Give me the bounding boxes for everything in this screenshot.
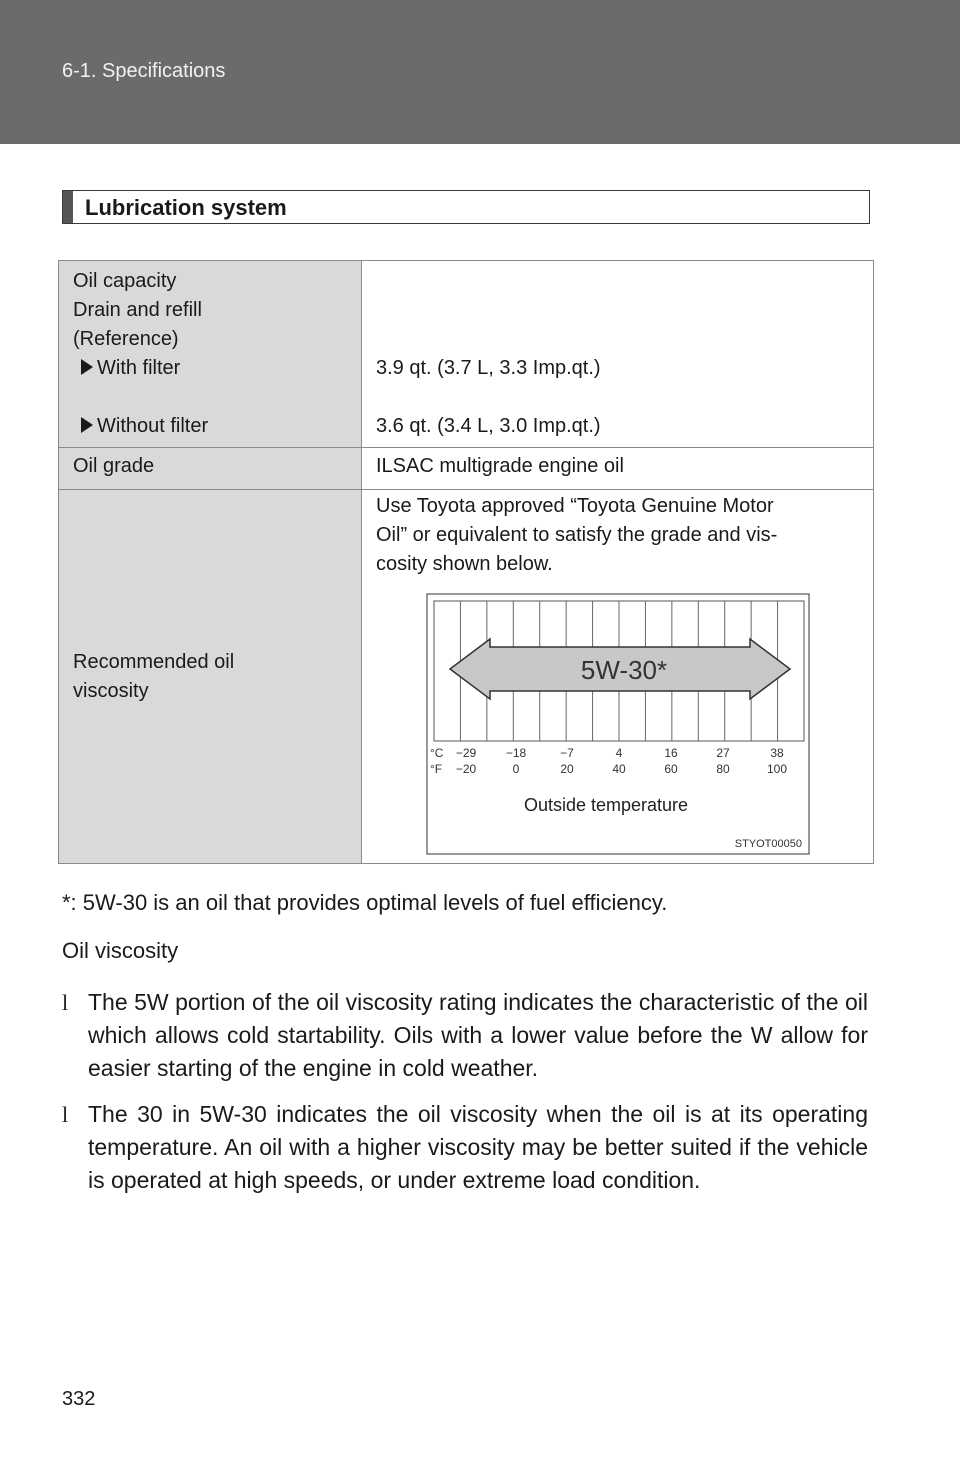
tick-label-fahrenheit: 0: [512, 762, 520, 776]
section-title: [62, 190, 870, 224]
spec-table: [58, 260, 874, 864]
viscosity-text-line2: Oil” or equivalent to satisfy the grade and vis-: [376, 524, 778, 546]
viscosity-label-line2: viscosity: [73, 679, 149, 702]
tick-label-fahrenheit: 60: [664, 762, 678, 776]
section-title-text: Lubrication system: [85, 195, 287, 220]
viscosity-label-line1: Recommended oil: [73, 650, 235, 673]
tick-label-fahrenheit: 20: [560, 762, 574, 776]
unit-celsius-label: °C: [430, 746, 444, 760]
viscosity-chart-svg: [426, 593, 810, 855]
oil-grade-label: Oil grade: [73, 455, 155, 477]
oil-capacity-value-cell: [362, 261, 874, 448]
viscosity-text-line3: cosity shown below.: [376, 553, 553, 575]
tick-label-celsius: 38: [770, 746, 784, 760]
with-filter-label: With filter: [97, 357, 181, 379]
drain-refill-label: Drain and refill: [73, 299, 202, 321]
footnote: *: 5W-30 is an oil that provides optimal levels of fuel efficiency.: [62, 890, 668, 915]
row-oil-capacity: [59, 261, 874, 448]
bullet-mark: l: [62, 990, 69, 1015]
without-filter-label: Without filter: [97, 415, 209, 437]
page-number: 332: [62, 1388, 96, 1410]
bullet-mark: l: [62, 1102, 69, 1127]
tick-label-celsius: −18: [505, 746, 527, 760]
chart-frame: [427, 594, 809, 854]
oil-viscosity-heading: Oil viscosity: [62, 938, 179, 963]
tick-label-fahrenheit: 40: [612, 762, 626, 776]
oil-capacity-label-cell: [59, 261, 362, 448]
reference-label: (Reference): [73, 328, 179, 350]
without-filter-value: 3.6 qt. (3.4 L, 3.0 Imp.qt.): [376, 415, 601, 437]
tick-label-fahrenheit: 100: [766, 762, 788, 776]
oil-grade-value-cell: [362, 448, 874, 490]
oil-grade-label-cell: [59, 448, 362, 490]
with-filter-value: 3.9 qt. (3.7 L, 3.3 Imp.qt.): [376, 357, 601, 379]
section-title-bar: [63, 191, 73, 223]
tick-label-celsius: 27: [716, 746, 730, 760]
bullet-item-2: [62, 1098, 868, 1197]
triangle-bullet-icon: [81, 417, 93, 433]
without-filter-row: [73, 412, 347, 441]
row-oil-grade: [59, 448, 874, 490]
viscosity-text-line1: Use Toyota approved “Toyota Genuine Motor: [376, 495, 774, 517]
with-filter-row: [73, 354, 347, 383]
bullet-item-1: [62, 986, 868, 1085]
bullet-text-1: The 5W portion of the oil viscosity rating indicates the characteristic of the oil which allows cold startability. Oils with a lower value before the W allow for easier starting of the engine in cold weather.: [88, 989, 868, 1081]
unit-fahrenheit-label: °F: [430, 762, 443, 776]
header-band: [0, 0, 960, 144]
triangle-bullet-icon: [81, 359, 93, 375]
tick-label-fahrenheit: −20: [455, 762, 477, 776]
chart-xlabel: Outside temperature: [523, 795, 689, 815]
viscosity-value-cell: [362, 490, 874, 864]
bullet-text-2: The 30 in 5W-30 indicates the oil viscosity when the oil is at its operating temperature. An oil with a higher viscosity may be better suited if the vehicle is operated at high speeds, or under extreme load condition.: [88, 1101, 868, 1193]
tick-label-celsius: −7: [560, 746, 574, 760]
tick-label-celsius: 4: [615, 746, 623, 760]
figure-id: STYOT00050: [734, 838, 802, 850]
oil-capacity-label: Oil capacity: [73, 270, 177, 292]
section-breadcrumb: 6-1. Specifications: [62, 60, 226, 82]
viscosity-band-label: 5W-30*: [580, 655, 668, 685]
tick-label-fahrenheit: 80: [716, 762, 730, 776]
tick-label-celsius: 16: [664, 746, 678, 760]
row-viscosity: [59, 490, 874, 864]
oil-grade-value: ILSAC multigrade engine oil: [376, 455, 624, 477]
tick-label-celsius: −29: [455, 746, 477, 760]
viscosity-chart: [426, 593, 810, 855]
viscosity-label-cell: [59, 490, 362, 864]
bullet-list: [62, 986, 868, 1210]
